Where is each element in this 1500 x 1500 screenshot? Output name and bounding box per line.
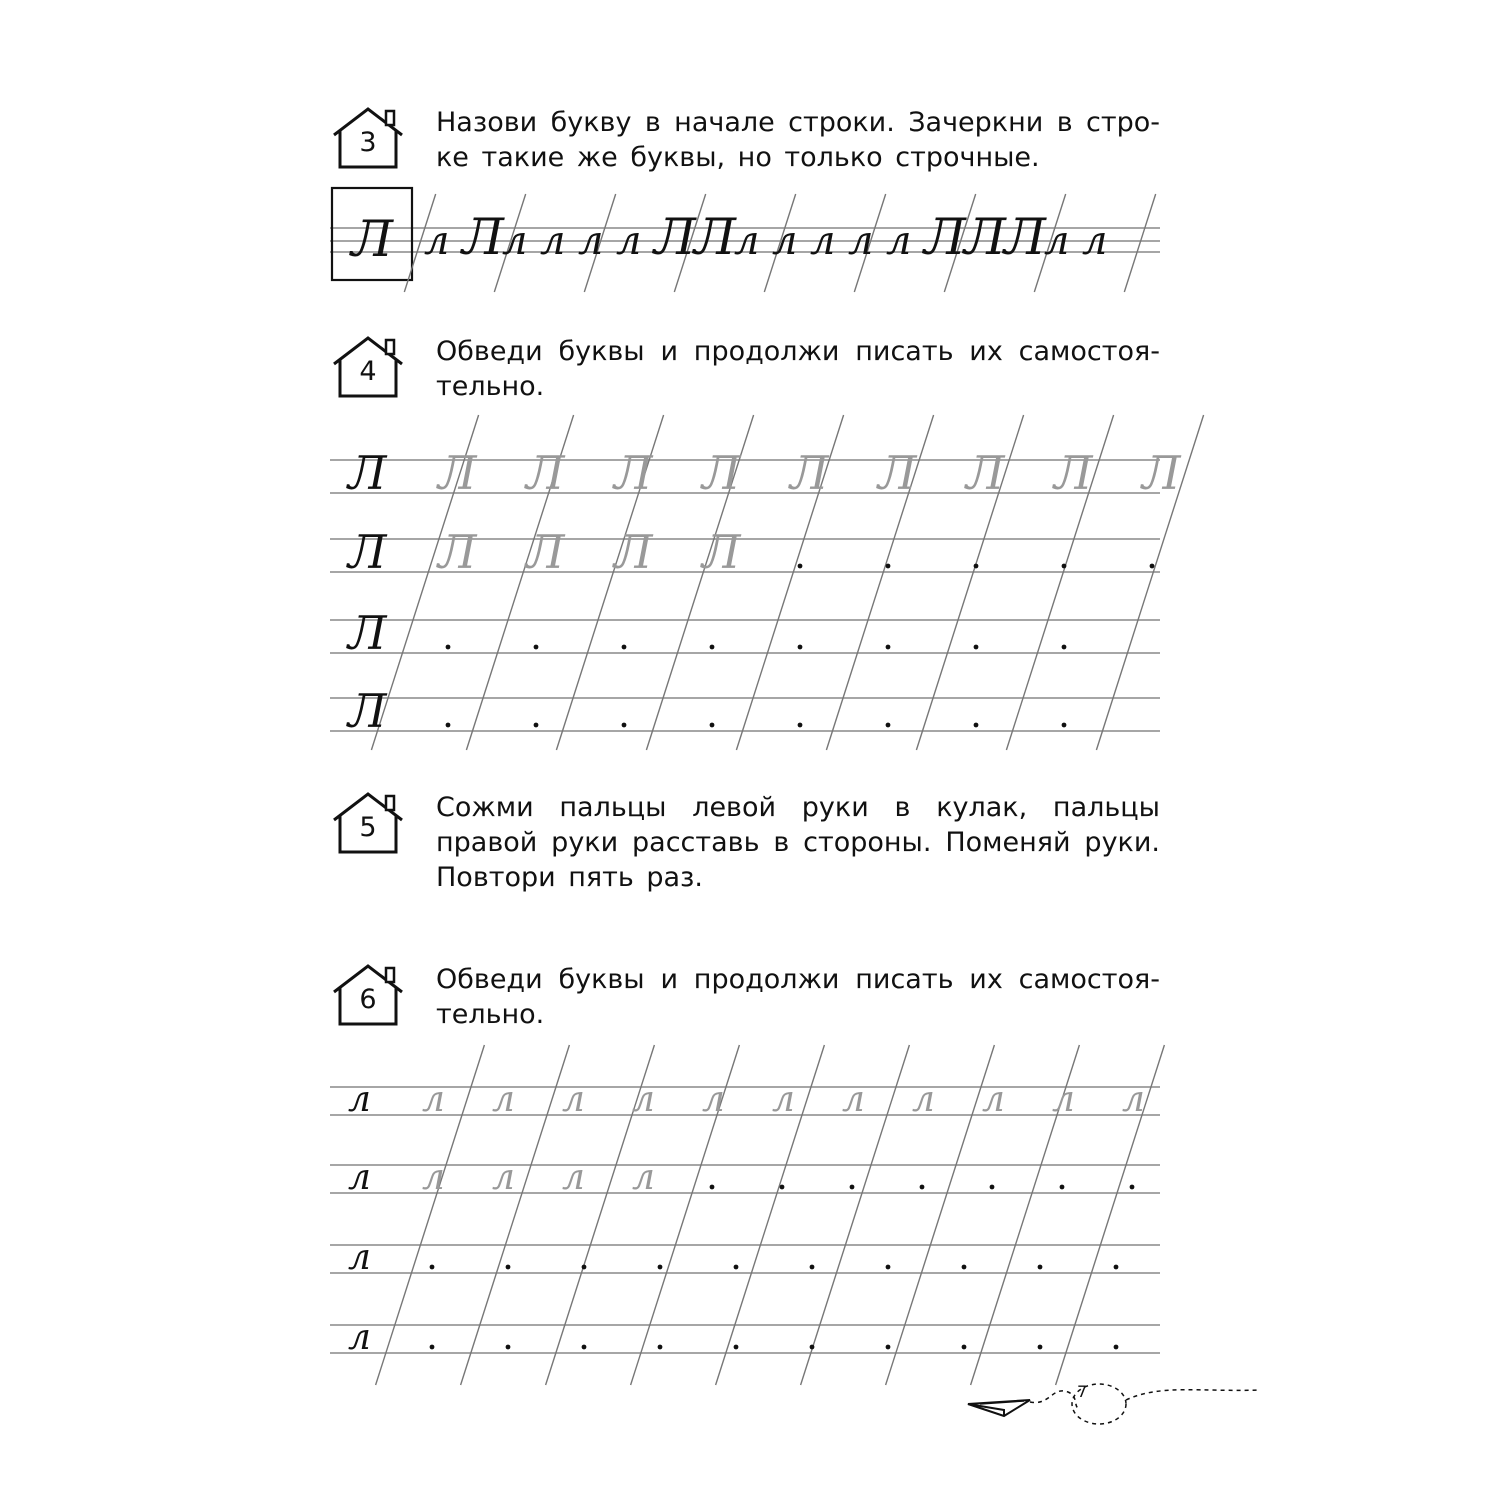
start-dot [886, 645, 891, 650]
start-dot [810, 1345, 815, 1350]
tracing-grid-4 [330, 415, 1181, 750]
trace-letter: Л [614, 446, 653, 500]
row-letter: л [1044, 218, 1070, 264]
exercise-number: 4 [359, 356, 377, 387]
trace-letter: Л [438, 525, 477, 579]
trace-letter: л [562, 1157, 585, 1198]
slant-line [1124, 194, 1155, 292]
start-dot [446, 723, 451, 728]
row-letter: Л [694, 208, 736, 266]
start-dot [658, 1265, 663, 1270]
row-letter: л [578, 218, 604, 264]
row-letter: л [848, 218, 874, 264]
slant-line [716, 1045, 825, 1385]
sample-letter: л [348, 1157, 371, 1198]
row-letter: л [734, 218, 760, 264]
trace-letter: л [492, 1079, 515, 1120]
start-dot [446, 645, 451, 650]
start-dot [886, 723, 891, 728]
start-dot [1060, 1185, 1065, 1190]
start-dot [506, 1265, 511, 1270]
slant-line [886, 1045, 995, 1385]
start-dot [1130, 1185, 1135, 1190]
trace-letter: л [562, 1079, 585, 1120]
row-letter: л [502, 218, 528, 264]
start-dot [710, 723, 715, 728]
start-dot [582, 1265, 587, 1270]
start-dot [1114, 1265, 1119, 1270]
trace-letter: л [632, 1157, 655, 1198]
row-letter: л [1082, 218, 1108, 264]
row-letter: Л [462, 208, 504, 266]
start-dot [1114, 1345, 1119, 1350]
trace-letter: Л [1054, 446, 1093, 500]
house-icon [330, 334, 406, 398]
start-dot [710, 1185, 715, 1190]
start-dot [886, 1265, 891, 1270]
trace-letter: л [912, 1079, 935, 1120]
sample-letter: Л [348, 684, 387, 738]
trace-letter: л [772, 1079, 795, 1120]
tracing-lines [330, 1045, 1160, 1385]
exercise-number: 6 [359, 984, 377, 1015]
start-dot [798, 645, 803, 650]
task-text: Обведи буквы и продолжи писать их самостоя-тельно. [436, 964, 1160, 1030]
task-text: Сожми пальцы левой руки в кулак, пальцы правой руки расставь в стороны. Поменяй руки. Повтори пять раз. [436, 792, 1160, 893]
start-dot [798, 723, 803, 728]
start-dot [534, 645, 539, 650]
trace-letter: Л [438, 446, 477, 500]
start-dot [710, 645, 715, 650]
tracing-lines [330, 415, 1181, 750]
sample-letter: л [348, 1079, 371, 1120]
tracing-grid-6 [330, 1045, 1160, 1385]
start-dot [658, 1345, 663, 1350]
start-dot [734, 1265, 739, 1270]
start-dot [920, 1185, 925, 1190]
trace-letter: л [1122, 1079, 1145, 1120]
trace-letter: Л [702, 446, 741, 500]
start-dot [1062, 723, 1067, 728]
row-letter: Л [924, 208, 966, 266]
row-letter: л [810, 218, 836, 264]
start-dot [734, 1345, 739, 1350]
row-letter: л [616, 218, 642, 264]
trace-letter: л [492, 1157, 515, 1198]
start-dot [1062, 564, 1067, 569]
trace-letter: л [422, 1079, 445, 1120]
exercise-number: 5 [359, 812, 377, 843]
row-letter: л [886, 218, 912, 264]
start-dot [780, 1185, 785, 1190]
start-dot [582, 1345, 587, 1350]
sample-letter: Л [351, 210, 393, 268]
trace-letter: Л [614, 525, 653, 579]
house-icon [330, 105, 406, 169]
start-dot [886, 1345, 891, 1350]
page-number: 7 [1077, 1382, 1088, 1401]
start-dot [962, 1345, 967, 1350]
row-letter: Л [1004, 208, 1046, 266]
trace-letter: Л [526, 446, 565, 500]
row-letter: л [540, 218, 566, 264]
trace-letter: л [982, 1079, 1005, 1120]
start-dot [534, 723, 539, 728]
task-text: Обведи буквы и продолжи писать их самостоя-тельно. [436, 336, 1160, 402]
row-letter: л [424, 218, 450, 264]
start-dot [622, 645, 627, 650]
trace-letter: Л [966, 446, 1005, 500]
trace-letter: Л [526, 525, 565, 579]
start-dot [850, 1185, 855, 1190]
sample-letter: л [348, 1317, 371, 1358]
trace-letter: л [1052, 1079, 1075, 1120]
row-letter: Л [654, 208, 696, 266]
start-dot [1038, 1345, 1043, 1350]
exercise-number: 3 [359, 127, 377, 158]
start-dot [974, 564, 979, 569]
trace-letter: л [422, 1157, 445, 1198]
sample-letter: Л [348, 525, 387, 579]
house-icon [330, 790, 406, 854]
trace-letter: л [632, 1079, 655, 1120]
house-icon [330, 962, 406, 1026]
task-text: Назови букву в начале строки. Зачеркни в стро-ке такие же буквы, но только строчные. [436, 107, 1160, 173]
paper-plane-icon [968, 1400, 1030, 1416]
start-dot [1150, 564, 1155, 569]
start-dot [810, 1265, 815, 1270]
trace-letter: Л [702, 525, 741, 579]
start-dot [1062, 645, 1067, 650]
start-dot [430, 1265, 435, 1270]
start-dot [506, 1345, 511, 1350]
letter-row-3 [330, 186, 1160, 296]
trace-letter: Л [790, 446, 829, 500]
trace-letter: Л [1142, 446, 1181, 500]
start-dot [974, 645, 979, 650]
trace-letter: л [702, 1079, 725, 1120]
slant-line [461, 1045, 570, 1385]
trace-letter: л [842, 1079, 865, 1120]
practice-lines [330, 186, 1160, 296]
sample-letter: Л [348, 446, 387, 500]
trace-letter: Л [878, 446, 917, 500]
start-dot [1038, 1265, 1043, 1270]
start-dot [622, 723, 627, 728]
start-dot [974, 723, 979, 728]
sample-letter: Л [348, 606, 387, 660]
row-letter: л [772, 218, 798, 264]
start-dot [886, 564, 891, 569]
start-dot [990, 1185, 995, 1190]
row-letter: Л [964, 208, 1006, 266]
start-dot [430, 1345, 435, 1350]
start-dot [798, 564, 803, 569]
start-dot [962, 1265, 967, 1270]
sample-letter: л [348, 1237, 371, 1278]
